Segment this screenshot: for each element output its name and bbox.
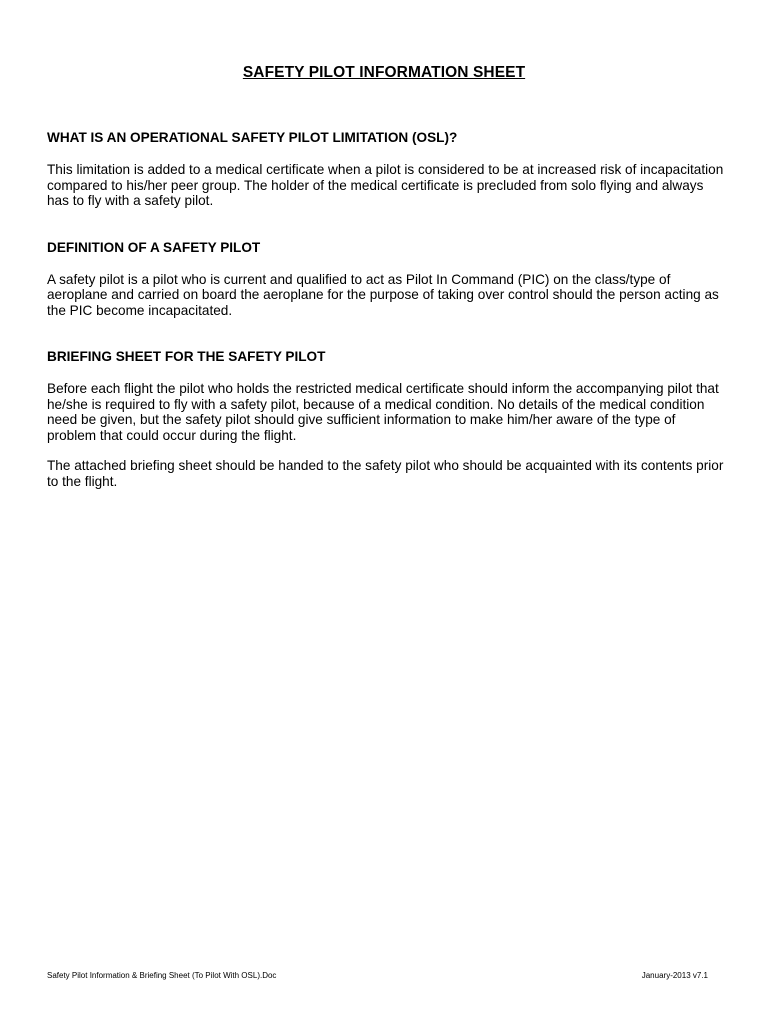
section-paragraph-osl: This limitation is added to a medical certificate when a pilot is considered to be at increased risk of incapacitation compared to his/her peer group. The holder of the medical certificate is precluded from solo flying and always has to fly with a safety pilot. [47,162,724,208]
document-body [47,130,727,489]
page-title: SAFETY PILOT INFORMATION SHEET [242,64,526,81]
section-heading-briefing: BRIEFING SHEET FOR THE SAFETY PILOT [47,349,326,364]
section-paragraph-briefing-2: The attached briefing sheet should be handed to the safety pilot who should be acquainted with its contents prior to the flight. [47,458,724,489]
footer-version: January-2013 v7.1 [641,971,708,980]
section-heading-definition: DEFINITION OF A SAFETY PILOT [47,239,261,255]
section-heading-osl: WHAT IS AN OPERATIONAL SAFETY PILOT LIMITATION (OSL)? [47,130,458,145]
section-paragraph-briefing-1: Before each flight the pilot who holds the restricted medical certificate should inform the accompanying pilot that he/she is required to fly with a safety pilot, because of a medical condition. No details of the medical condition need be given, but the safety pilot should give sufficient information to make him/her aware of the type of problem that could occur during the flight. [47,381,719,443]
section-paragraph-definition: A safety pilot is a pilot who is current and qualified to act as Pilot In Command (PIC) on the class/type of aeroplane and carried on board the aeroplane for the purpose of taking over control should the person acting as the PIC become incapacitated. [47,271,719,318]
footer-document-name: Safety Pilot Information & Briefing Sheet (To Pilot With OSL).Doc [47,971,277,980]
